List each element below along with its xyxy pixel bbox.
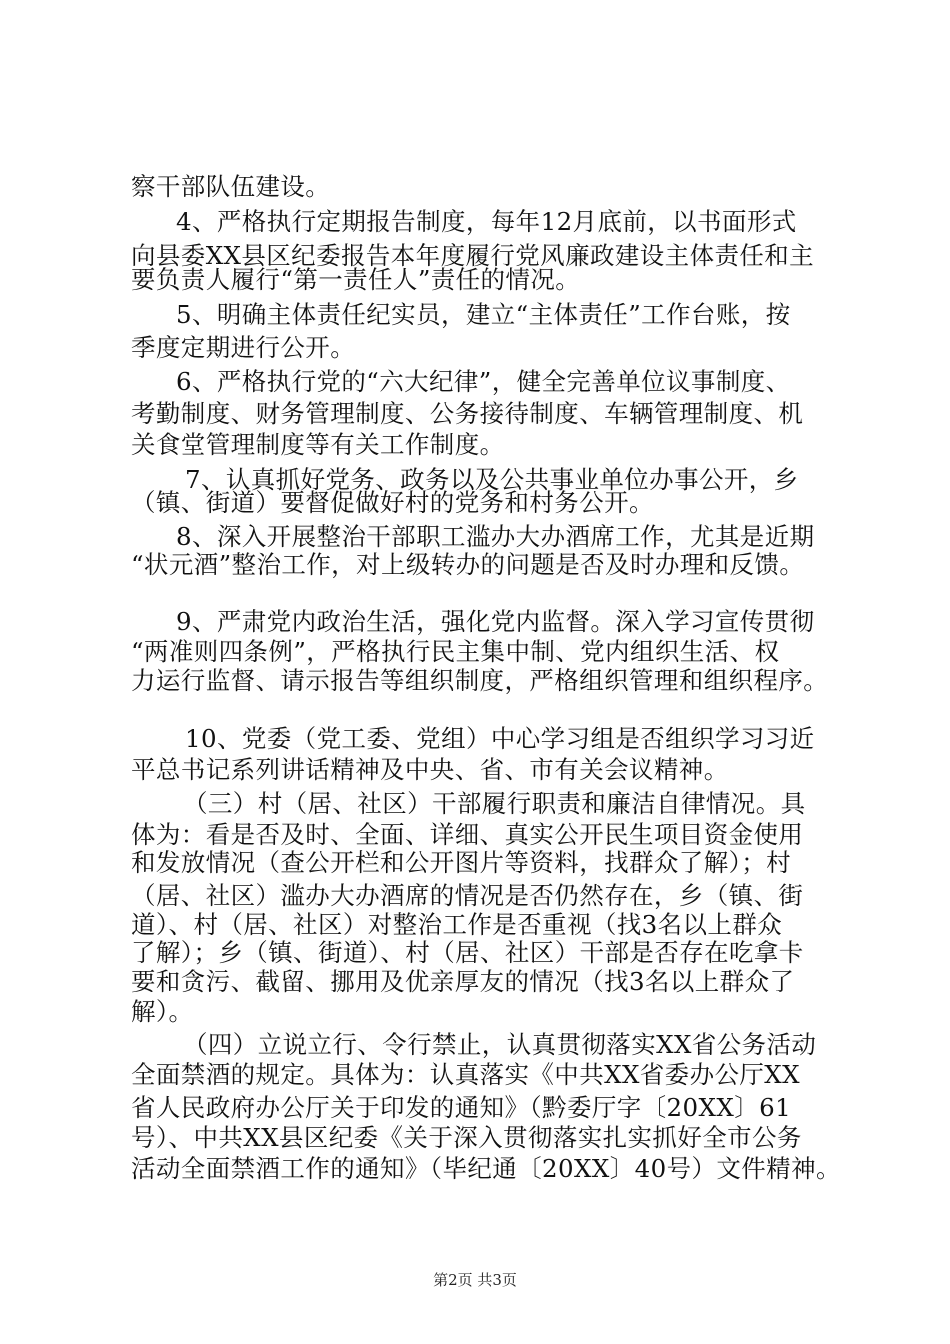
text-line: （居、社区）滥办大办酒席的情况是否仍然存在，乡（镇、街	[131, 881, 804, 910]
text-line: 4、严格执行定期报告制度，每年12月底前，以书面形式	[176, 207, 797, 236]
text-line: （三）村（居、社区）干部履行职责和廉洁自律情况。具	[183, 789, 806, 818]
text-line: 季度定期进行公开。	[131, 333, 356, 362]
text-line: （四）立说立行、令行禁止，认真贯彻落实XX省公务活动	[183, 1030, 817, 1059]
text-line: “状元酒”整治工作，对上级转办的问题是否及时办理和反馈。	[131, 550, 805, 579]
text-line: 活动全面禁酒工作的通知》（毕纪通〔20XX〕40号）文件精神。	[131, 1154, 841, 1183]
text-line: 省人民政府办公厅关于印发的通知》（黔委厅字〔20XX〕61	[131, 1093, 792, 1122]
text-line: 7、认真抓好党务、政务以及公共事业单位办事公开，乡	[185, 465, 799, 494]
text-line: 全面禁酒的规定。具体为：认真落实《中共XX省委办公厅XX	[131, 1060, 800, 1089]
text-line: “两准则四条例”，严格执行民主集中制、党内组织生活、权	[131, 637, 780, 666]
text-line: 5、明确主体责任纪实员，建立“主体责任”工作台账，按	[176, 300, 791, 329]
text-line: 平总书记系列讲话精神及中央、省、市有关会议精神。	[131, 755, 729, 784]
text-line: （镇、街道）要督促做好村的党务和村务公开。	[131, 488, 654, 517]
text-line: 6、严格执行党的“六大纪律”，健全完善单位议事制度、	[176, 367, 791, 396]
text-line: 力运行监督、请示报告等组织制度，严格组织管理和组织程序。	[131, 666, 829, 695]
text-line: 8、深入开展整治干部职工滥办大办酒席工作，尤其是近期	[176, 522, 815, 551]
text-line: 考勤制度、财务管理制度、公务接待制度、车辆管理制度、机	[131, 399, 804, 428]
text-line: 号）、中共XX县区纪委《关于深入贯彻落实扎实抓好全市公务	[131, 1123, 802, 1152]
text-line: 10、党委（党工委、党组）中心学习组是否组织学习习近	[185, 724, 815, 753]
text-line: 解）。	[131, 997, 194, 1026]
text-line: 察干部队伍建设。	[131, 172, 331, 201]
text-line: 体为：看是否及时、全面、详细、真实公开民生项目资金使用	[131, 820, 804, 849]
text-line: 和发放情况（查公开栏和公开图片等资料，找群众了解）；村	[131, 848, 792, 877]
text-line: 要负责人履行“第一责任人”责任的情况。	[131, 265, 581, 294]
text-line: 要和贪污、截留、挪用及优亲厚友的情况（找3名以上群众了	[131, 967, 795, 996]
text-line: 向县委XX县区纪委报告本年度履行党风廉政建设主体责任和主	[131, 241, 815, 270]
text-line: 道）、村（居、社区）对整治工作是否重视（找3名以上群众	[131, 910, 783, 939]
text-line: 9、严肃党内政治生活，强化党内监督。深入学习宣传贯彻	[176, 607, 815, 636]
text-line: 关食堂管理制度等有关工作制度。	[131, 430, 505, 459]
page-number-footer: 第2页 共3页	[433, 1271, 517, 1289]
text-line: 了解）；乡（镇、街道）、村（居、社区）干部是否存在吃拿卡	[131, 938, 804, 967]
